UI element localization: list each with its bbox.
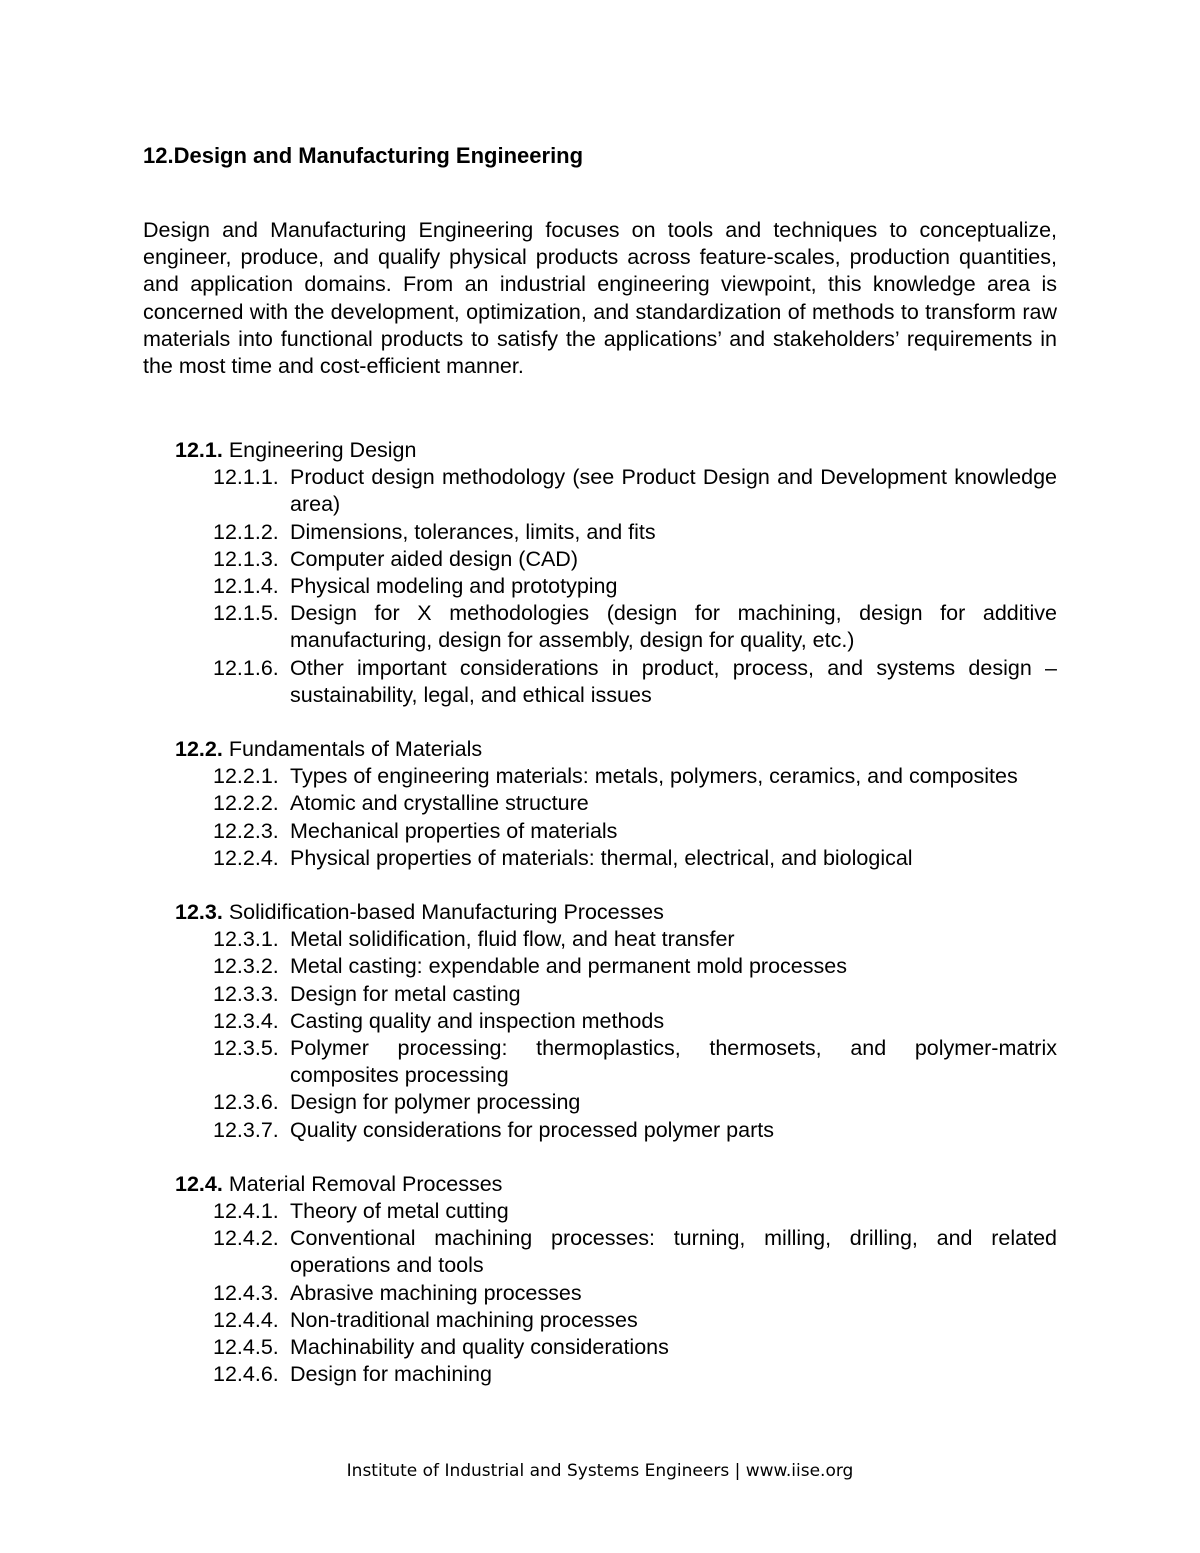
list-item bbox=[175, 1225, 1057, 1279]
section-heading bbox=[175, 1171, 1057, 1198]
list-item bbox=[175, 1089, 1057, 1116]
list-item bbox=[175, 464, 1057, 518]
item-text: Polymer processing: thermoplastics, thermosets, and polymer-matrix composites processing bbox=[290, 1036, 1057, 1088]
item-text: Other important considerations in product, process, and systems design – sustainability, legal, and ethical issues bbox=[290, 655, 1057, 707]
list-item bbox=[175, 981, 1057, 1008]
document-title: 12.Design and Manufacturing Engineering bbox=[143, 143, 584, 168]
section-title: Fundamentals of Materials bbox=[228, 737, 483, 762]
item-text: Design for machining bbox=[290, 1362, 492, 1387]
section-number: 12.3. bbox=[175, 900, 223, 925]
item-number: 12.3.2. bbox=[213, 954, 279, 979]
list-item bbox=[175, 845, 1057, 872]
item-text: Types of engineering materials: metals, polymers, ceramics, and composites bbox=[290, 764, 1018, 789]
item-text: Machinability and quality considerations bbox=[290, 1335, 669, 1360]
item-text: Abrasive machining processes bbox=[290, 1280, 582, 1305]
item-text: Theory of metal cutting bbox=[290, 1199, 509, 1224]
item-text: Computer aided design (CAD) bbox=[290, 546, 578, 571]
section bbox=[175, 437, 1057, 709]
item-number: 12.1.5. bbox=[213, 601, 279, 626]
topic-outline bbox=[175, 437, 1057, 1416]
list-item bbox=[175, 600, 1057, 654]
item-text: Design for metal casting bbox=[290, 981, 521, 1006]
item-number: 12.3.4. bbox=[213, 1008, 279, 1033]
list-item bbox=[175, 926, 1057, 953]
intro-paragraph: Design and Manufacturing Engineering focuses on tools and techniques to conceptualize, engineer, produce, and qualify physical products across feature-scales, production quantities, and application domains. From an industrial engineering viewpoint, this knowledge area is concerned with the development, optimization, and standardization of methods to transform raw materials into functional products to satisfy the applications’ and stakeholders’ requirements in the most time and cost-efficient manner. bbox=[143, 218, 1057, 379]
list-item bbox=[175, 763, 1057, 790]
subtopic-list bbox=[175, 926, 1057, 1144]
list-item bbox=[175, 1198, 1057, 1225]
list-item bbox=[175, 790, 1057, 817]
section-heading bbox=[175, 899, 1057, 926]
item-number: 12.4.1. bbox=[213, 1199, 279, 1224]
item-text: Design for X methodologies (design for machining, design for additive manufacturing, design for assembly, design for quality, etc.) bbox=[290, 601, 1057, 653]
section-number: 12.2. bbox=[175, 737, 223, 762]
item-text: Dimensions, tolerances, limits, and fits bbox=[290, 519, 656, 544]
section-number: 12.1. bbox=[175, 438, 223, 462]
item-number: 12.3.3. bbox=[213, 981, 279, 1006]
section-title: Engineering Design bbox=[228, 438, 417, 462]
item-number: 12.1.4. bbox=[213, 574, 279, 599]
item-number: 12.4.6. bbox=[213, 1362, 279, 1387]
item-number: 12.4.5. bbox=[213, 1335, 279, 1360]
item-text: Metal casting: expendable and permanent mold processes bbox=[290, 954, 847, 979]
item-number: 12.3.6. bbox=[213, 1090, 279, 1115]
item-text: Atomic and crystalline structure bbox=[290, 791, 589, 816]
item-text: Product design methodology (see Product Design and Development knowledge area) bbox=[290, 465, 1057, 517]
list-item bbox=[175, 1280, 1057, 1307]
list-item bbox=[175, 573, 1057, 600]
list-item bbox=[175, 1008, 1057, 1035]
item-number: 12.4.2. bbox=[213, 1226, 279, 1251]
list-item bbox=[175, 953, 1057, 980]
item-number: 12.1.6. bbox=[213, 655, 279, 680]
subtopic-list bbox=[175, 464, 1057, 709]
list-item bbox=[175, 519, 1057, 546]
list-item bbox=[175, 1307, 1057, 1334]
item-number: 12.4.4. bbox=[213, 1307, 279, 1332]
item-text: Mechanical properties of materials bbox=[290, 818, 618, 843]
list-item bbox=[175, 1361, 1057, 1388]
item-text: Design for polymer processing bbox=[290, 1090, 581, 1115]
list-item bbox=[175, 1035, 1057, 1089]
item-text: Conventional machining processes: turning, milling, drilling, and related operations and tools bbox=[290, 1226, 1057, 1278]
item-text: Physical modeling and prototyping bbox=[290, 574, 618, 599]
section-title: Material Removal Processes bbox=[228, 1171, 503, 1196]
item-number: 12.2.4. bbox=[213, 845, 279, 870]
list-item bbox=[175, 1117, 1057, 1144]
page-footer: Institute of Industrial and Systems Engineers | www.iise.org bbox=[346, 1461, 854, 1481]
list-item bbox=[175, 818, 1057, 845]
item-text: Quality considerations for processed polymer parts bbox=[290, 1117, 774, 1142]
subtopic-list bbox=[175, 1198, 1057, 1388]
section bbox=[175, 1171, 1057, 1389]
item-text: Metal solidification, fluid flow, and heat transfer bbox=[290, 927, 735, 952]
item-number: 12.2.2. bbox=[213, 791, 279, 816]
item-text: Casting quality and inspection methods bbox=[290, 1008, 665, 1033]
list-item bbox=[175, 546, 1057, 573]
item-number: 12.1.2. bbox=[213, 519, 279, 544]
section bbox=[175, 736, 1057, 872]
item-number: 12.3.5. bbox=[213, 1036, 279, 1061]
item-text: Physical properties of materials: thermal, electrical, and biological bbox=[290, 845, 913, 870]
section-heading bbox=[175, 437, 1057, 464]
list-item bbox=[175, 655, 1057, 709]
subtopic-list bbox=[175, 763, 1057, 872]
item-number: 12.3.7. bbox=[213, 1117, 279, 1142]
item-number: 12.2.3. bbox=[213, 818, 279, 843]
section-heading bbox=[175, 736, 1057, 763]
item-number: 12.3.1. bbox=[213, 927, 279, 952]
section bbox=[175, 899, 1057, 1144]
item-number: 12.1.3. bbox=[213, 546, 279, 571]
item-text: Non-traditional machining processes bbox=[290, 1307, 638, 1332]
item-number: 12.1.1. bbox=[213, 465, 279, 490]
item-number: 12.4.3. bbox=[213, 1280, 279, 1305]
item-number: 12.2.1. bbox=[213, 764, 279, 789]
section-number: 12.4. bbox=[175, 1171, 223, 1196]
section-title: Solidification-based Manufacturing Processes bbox=[228, 900, 664, 925]
list-item bbox=[175, 1334, 1057, 1361]
